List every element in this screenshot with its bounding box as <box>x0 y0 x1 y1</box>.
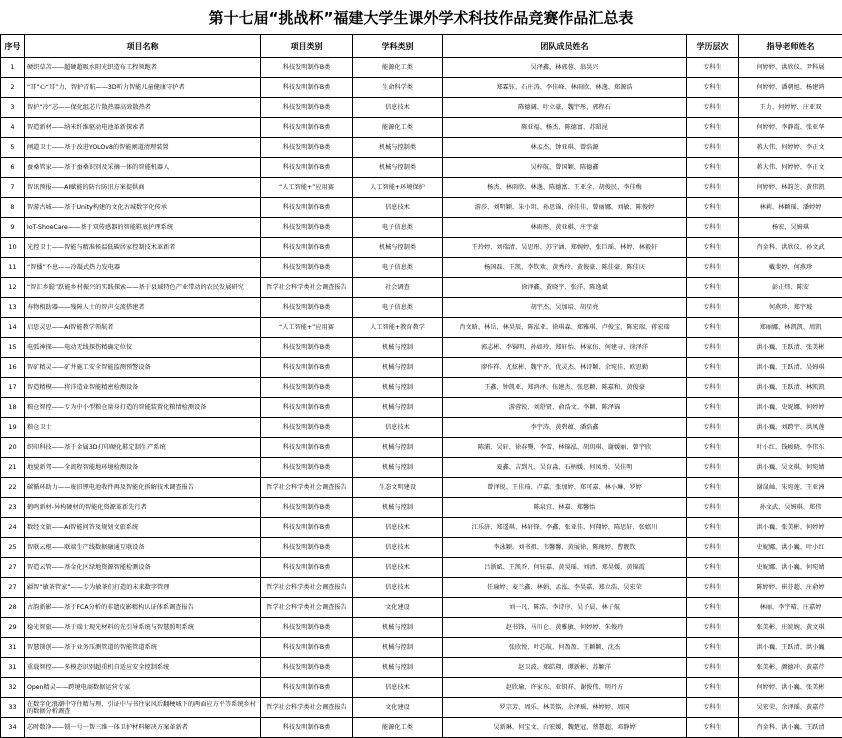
cell-project-name: 智矿精灵——矿井施工安全智能监测预警设备 <box>25 358 261 378</box>
cell-subject-category: 信息技术 <box>353 518 443 538</box>
cell-advisors: 蒋大伟、何婷婷、李正文 <box>739 138 842 158</box>
cell-index: 4 <box>1 118 25 138</box>
column-header-index: 序号 <box>1 35 25 58</box>
table-row <box>1 98 842 118</box>
cell-index: 17 <box>1 378 25 398</box>
cell-project-name: 光控卫士——智能与精准候温低碳居家控制技术革新者 <box>25 238 261 258</box>
table-row <box>1 598 842 618</box>
cell-project-category: 科技发明制作B类 <box>261 358 353 378</box>
table-row <box>1 538 842 558</box>
cell-team-members: 李宇涛、黄碧蕴、潘浩鑫 <box>443 418 687 438</box>
cell-index: 22 <box>1 478 25 498</box>
cell-subject-category: 机械与控制 <box>353 638 443 658</box>
cell-project-category: 科技发明制作B类 <box>261 238 353 258</box>
cell-project-category: 科技发明制作B类 <box>261 418 353 438</box>
cell-team-members: 陈浦、吴轩、徐春龑、李雪、林锦泓、胡玥琪、谢媛丽、曾宇欣 <box>443 438 687 458</box>
column-header-education-level: 学历层次 <box>687 35 739 58</box>
table-row <box>1 138 842 158</box>
cell-team-members: 廖作祥、尤炫彬、魏宇乔、优灵杰、林诗颖、余宛佳、欧思勤 <box>443 358 687 378</box>
cell-education-level: 专科生 <box>687 158 739 178</box>
cell-index: 9 <box>1 218 25 238</box>
table-row <box>1 338 842 358</box>
cell-team-members: 吴新琳、何宝文、白宏媛、魏楚冠、蔡慧超、邓静婷 <box>443 718 687 738</box>
cell-team-members: 陈泉宜、林嘉、郑馨怡 <box>443 498 687 518</box>
cell-team-members: 肖文晗、林岳、林昊辰、陈泓亚、徐琪森、郑雅琪、卢俊宝、陈宏瑞、蒋宏瑞 <box>443 318 687 338</box>
cell-project-category: 哲学社会科学类社会调查报告 <box>261 478 353 498</box>
cell-subject-category: 机械与控制类 <box>353 238 443 258</box>
table-row <box>1 198 842 218</box>
cell-education-level: 专科生 <box>687 338 739 358</box>
cell-education-level: 专科生 <box>687 718 739 738</box>
cell-project-category: 科技发明制作B类 <box>261 538 353 558</box>
cell-subject-category: 文化建设 <box>353 698 443 718</box>
cell-project-name: 硬织草苫——超硬超吸水阳光织造布工程领跑者 <box>25 58 261 78</box>
column-header-project-category: 项目类别 <box>261 35 353 58</box>
cell-subject-category: 电子信息类 <box>353 218 443 238</box>
table-row <box>1 278 842 298</box>
cell-index: 18 <box>1 398 25 418</box>
cell-index: 28 <box>1 598 25 618</box>
cell-index: 3 <box>1 98 25 118</box>
cell-education-level: 专科生 <box>687 198 739 218</box>
cell-subject-category: 机械与控制 <box>353 458 443 478</box>
cell-project-name: 芯时数净——锁一号一帮三维一体卫护材料解决方案革新者 <box>25 718 261 738</box>
cell-index: 8 <box>1 198 25 218</box>
cell-project-category: 科技发明制作B类 <box>261 498 353 518</box>
cell-project-name: 在数字化浪潮中守住精与理，引证中与书往家风后翻梗城下的两面应方平等系统乡村的数据分析调查 <box>25 698 261 718</box>
cell-subject-category: 信息技术 <box>353 678 443 698</box>
cell-project-category: “人工智能+”应用赛 <box>261 178 353 198</box>
cell-project-name: 智造云管——基金化区绿地资源智能检测设备 <box>25 558 261 578</box>
cell-team-members: 赵卫波、郑皓翔、谭新彬、苏颖洋 <box>443 658 687 678</box>
cell-advisors: 吴宏荣、余泽瑶、黄嘉芹 <box>739 698 842 718</box>
cell-education-level: 专科生 <box>687 618 739 638</box>
cell-education-level: 专科生 <box>687 118 739 138</box>
cell-project-name: 启思灵思——AI智能教学领航者 <box>25 318 261 338</box>
cell-index: 5 <box>1 138 25 158</box>
cell-team-members: 李泳颖、刘书祖、韦馨馨、黄展徐、陈琬婷、曹靓钦 <box>443 538 687 558</box>
cell-index: 15 <box>1 338 25 358</box>
table-row <box>1 618 842 638</box>
cell-education-level: 专科生 <box>687 298 739 318</box>
cell-advisors: 洪小巍、王跃清、吴姆琪 <box>739 358 842 378</box>
cell-team-members: 游莎、刘明颖、朱小玥、孙思锦、徐佳佳、曾丽娜、刘敏、陈俊婷 <box>443 198 687 218</box>
cell-team-members: 夏鑫、吉到凡、吴育淼、石柄媛、何凤勇、吴佳明 <box>443 458 687 478</box>
cell-advisors: 张美彬、庄皖婉、黄文琪 <box>739 618 842 638</box>
table-row <box>1 478 842 498</box>
cell-advisors: 洪小巍、王跃清、洪小巍 <box>739 638 842 658</box>
table-row <box>1 118 842 138</box>
cell-education-level: 专科生 <box>687 438 739 458</box>
cell-advisors: 王力、何婷婷、庄亚双 <box>739 98 842 118</box>
page-title: 第十七届“挑战杯”福建大学生课外学术科技作品竞赛作品汇总表 <box>0 4 842 32</box>
cell-project-category: 哲学社会科学类社会调查报告 <box>261 698 353 718</box>
cell-project-category: 科技发明制作B类 <box>261 258 353 278</box>
cell-education-level: 专科生 <box>687 398 739 418</box>
cell-project-category: 哲学社会科学类社会调查报告 <box>261 578 353 598</box>
cell-team-members: 赵欣瑜、许家东、亚钥祥、谢俊伟、明丹方 <box>443 678 687 698</box>
table-row <box>1 718 842 738</box>
cell-team-members: 郭志彬、李锦明、孙如玲、郑轩怡、林家伍、何建寻、徐泽洋 <box>443 338 687 358</box>
cell-team-members: 任瑜婷、麦兰鑫、林娟、孟泓、李昊嘉、郑立浩、吴宏荣 <box>443 578 687 598</box>
cell-education-level: 专科生 <box>687 238 739 258</box>
table-row <box>1 578 842 598</box>
table-row <box>1 658 842 678</box>
cell-advisors: 彭正炜、陈安 <box>739 278 842 298</box>
cell-index: 16 <box>1 358 25 378</box>
cell-education-level: 专科生 <box>687 58 739 78</box>
cell-education-level: 专科生 <box>687 418 739 438</box>
cell-index: 12 <box>1 278 25 298</box>
cell-project-name: “智汇乡聪”跃能乡村振兴的实践探索——基于县域特色产业带动的农民发展研究 <box>25 278 261 298</box>
table-row <box>1 498 842 518</box>
cell-index: 1 <box>1 58 25 78</box>
cell-education-level: 专科生 <box>687 478 739 498</box>
cell-education-level: 专科生 <box>687 78 739 98</box>
cell-advisors: 何婷婷、洪小巍、张美彬 <box>739 678 842 698</box>
cell-education-level: 专科生 <box>687 658 739 678</box>
cell-project-category: 科技发明制作B类 <box>261 338 353 358</box>
cell-subject-category: 机械与控制 <box>353 438 443 458</box>
cell-project-name: 智讯预报——AI赋能的防台防汛方案提供商 <box>25 178 261 198</box>
cell-project-name: 闸道卫士——基于改进YOLOv8的智能闸道清理装置 <box>25 138 261 158</box>
cell-project-name: 智护“冷”芯——保化组芯片散热器高效散热者 <box>25 98 261 118</box>
cell-advisors: 郑丽娜、林凯凯、周凯 <box>739 318 842 338</box>
cell-advisors: 何婷婷、洪欣仪、尹科展 <box>739 58 842 78</box>
cell-project-name: 智造新材——纳米纤维驱动电池革新探索者 <box>25 118 261 138</box>
cell-advisors: 何婷婷、李静霞、张亚华 <box>739 118 842 138</box>
cell-project-name: 重载智控——多模态识别超重机自适应安全控制系统 <box>25 658 261 678</box>
table-row <box>1 58 842 78</box>
cell-team-members: 赵书锋、马川仑、黄雅敏、何婷婷、朱俊玲 <box>443 618 687 638</box>
cell-team-members: 王玲婷、刘瑞清、吴思彤、苏宁涵、郑婉婷、张巨瑶、林婷、林毅轩 <box>443 238 687 258</box>
cell-team-members: 张欣悦、叶芯航、何盈盈、王颖颖、沈杰 <box>443 638 687 658</box>
cell-education-level: 专科生 <box>687 178 739 198</box>
cell-index: 33 <box>1 698 25 718</box>
cell-advisors: 林莉、林颖瑶、潘婷婷 <box>739 198 842 218</box>
table-row <box>1 418 842 438</box>
cell-education-level: 专科生 <box>687 378 739 398</box>
cell-project-name: IoT-ShoeCare——基于双传感器的智能鞋底护理系统 <box>25 218 261 238</box>
cell-subject-category: 社会调查 <box>353 278 443 298</box>
cell-team-members: 江乐济、郑遥琪、林轩锋、李鑫、张亚佳、何翔婷、陈思轩、张嬉川 <box>443 518 687 538</box>
column-header-advisors: 指导老师姓名 <box>739 35 842 58</box>
cell-advisors: 蒋大伟、何婷婷、李正文 <box>739 158 842 178</box>
cell-advisors: 陈婷婷、崔芬超、庄俞婷 <box>739 578 842 598</box>
cell-advisors: 史妮娜、洪小巍、叶小红 <box>739 538 842 558</box>
cell-subject-category: 信息技术 <box>353 198 443 218</box>
cell-team-members: 林雨彤、黄亚棋、庄宇豪 <box>443 218 687 238</box>
cell-project-name: 鹤鸣新材-异构硬材的智能化资源革新先行者 <box>25 498 261 518</box>
cell-project-category: 科技发明制作B类 <box>261 58 353 78</box>
table-row <box>1 158 842 178</box>
cell-index: 29 <box>1 618 25 638</box>
table-row <box>1 678 842 698</box>
cell-project-name: “耳”心“耳”力，智护青航——3D听力智能儿童健康守护者 <box>25 78 261 98</box>
table-row <box>1 438 842 458</box>
cell-team-members: 胡宇杰、吴加培、胡星亮 <box>443 298 687 318</box>
cell-team-members: 杨杰、林雨欣、林逸、陈德富、王亚全、胡俊民、李佳梅 <box>443 178 687 198</box>
cell-subject-category: 人工智能+教育教学 <box>353 318 443 338</box>
cell-team-members: 王鑫、钟凯亚、郑鸿泽、伍建杰、张思颖、陈嘉和、黄俊豪 <box>443 378 687 398</box>
cell-project-name: 粮仓智控——专为中小型粮仓量身打造的智能装置化粮情检测设备 <box>25 398 261 418</box>
cell-project-name: Open精灵——跨境电商数据运营专家 <box>25 678 261 698</box>
cell-team-members: 杨国磊、王凯、李钦欢、黄秀玲、黄俊豪、陈佳豪、陈佳庆 <box>443 258 687 278</box>
cell-index: 2 <box>1 78 25 98</box>
cell-index: 32 <box>1 678 25 698</box>
cell-advisors: 叶小红、钱峻晓、李伟东 <box>739 438 842 458</box>
cell-project-category: 科技发明制作B类 <box>261 718 353 738</box>
cell-project-category: 科技发明制作B类 <box>261 618 353 638</box>
cell-project-name: 粮仓卫士 <box>25 418 261 438</box>
cell-advisors: 杨宏、吴姆琪 <box>739 218 842 238</box>
table-row <box>1 458 842 478</box>
works-summary-table <box>0 34 842 738</box>
cell-team-members: 吴梓航、曾国颖、陈德鑫 <box>443 158 687 178</box>
cell-project-name: 地貌新驾——全流程智能地环境检测设备 <box>25 458 261 478</box>
cell-subject-category: 能源化工类 <box>353 58 443 78</box>
cell-subject-category: 生命科学类 <box>353 78 443 98</box>
cell-subject-category: 机械与控制 <box>353 338 443 358</box>
table-row <box>1 558 842 578</box>
table-row <box>1 358 842 378</box>
cell-advisors: 何婷婷、林韵芝、黄伟凯 <box>739 178 842 198</box>
cell-team-members: 游蓉锐、刘舒贤、俞浩文、李颖、陈泽锦 <box>443 398 687 418</box>
cell-index: 25 <box>1 538 25 558</box>
table-header-row <box>1 35 842 58</box>
cell-index: 34 <box>1 718 25 738</box>
table-row <box>1 638 842 658</box>
cell-team-members: 曾泽锐、王佳琦、卢嘉、张加婷、郑可嘉、林小琳、罗婷 <box>443 478 687 498</box>
cell-education-level: 专科生 <box>687 258 739 278</box>
column-header-team-members: 团队成员姓名 <box>443 35 687 58</box>
cell-education-level: 专科生 <box>687 638 739 658</box>
cell-advisors: 洪小巍、张美彬、何婷婷 <box>739 518 842 538</box>
cell-project-name: 数经文旅——AI智能问答及规划文旅系统 <box>25 518 261 538</box>
cell-subject-category: 机械与控制 <box>353 618 443 638</box>
cell-subject-category: 人工智能+环境保护 <box>353 178 443 198</box>
cell-index: 27 <box>1 558 25 578</box>
table-row <box>1 178 842 198</box>
cell-education-level: 专科生 <box>687 578 739 598</box>
cell-project-category: 科技发明制作B类 <box>261 398 353 418</box>
cell-subject-category: 信息技术 <box>353 538 443 558</box>
cell-education-level: 专科生 <box>687 558 739 578</box>
cell-index: 10 <box>1 238 25 258</box>
cell-project-name: 疆智“敏茶管家”——专为敏茶们打造的未来数字管理 <box>25 578 261 598</box>
cell-subject-category: 能源化工类 <box>353 118 443 138</box>
cell-project-category: 哲学社会科学类社会调查报告 <box>261 278 353 298</box>
table-row <box>1 78 842 98</box>
cell-advisors: 戴斐婷、何燕珍 <box>739 258 842 278</box>
table-row <box>1 258 842 278</box>
cell-index: 19 <box>1 418 25 438</box>
cell-project-name: 电弧神探——电动无线探伤精确定位仪 <box>25 338 261 358</box>
cell-project-name: 智联云枢——联端生产线数据融通互联设备 <box>25 538 261 558</box>
cell-project-category: 科技发明制作B类 <box>261 158 353 178</box>
cell-subject-category: 机械与控制 <box>353 398 443 418</box>
cell-index: 14 <box>1 318 25 338</box>
cell-project-category: 科技发明制作B类 <box>261 458 353 478</box>
cell-project-category: 科技发明制作B类 <box>261 378 353 398</box>
cell-team-members: 陈亚福、杨杰、陈德富、苏昭昆 <box>443 118 687 138</box>
cell-subject-category: 机械与控制类 <box>353 138 443 158</box>
column-header-subject-category: 学科类别 <box>353 35 443 58</box>
cell-subject-category: 电子信息类 <box>353 258 443 278</box>
cell-subject-category: 文化建设 <box>353 598 443 618</box>
cell-education-level: 专科生 <box>687 678 739 698</box>
cell-education-level: 专科生 <box>687 318 739 338</box>
cell-project-name: 寿物相助器——残障人士的智声交流搭建者 <box>25 298 261 318</box>
cell-subject-category: 信息技术 <box>353 558 443 578</box>
table-row <box>1 238 842 258</box>
cell-project-category: 科技发明制作B类 <box>261 98 353 118</box>
cell-team-members: 吕浙斌、王凯乔、何钰嘉、黄昊瑶、刘清、郑昊媛、黄锦霞 <box>443 558 687 578</box>
cell-project-category: 科技发明制作B类 <box>261 198 353 218</box>
cell-index: 23 <box>1 498 25 518</box>
cell-subject-category: 信息技术 <box>353 98 443 118</box>
cell-index: 31 <box>1 638 25 658</box>
cell-advisors: 洪小巍、吴文琪、何宛婧 <box>739 458 842 478</box>
cell-advisors: 肖金科、洪小巍、王跃清 <box>739 718 842 738</box>
cell-project-category: 科技发明制作B类 <box>261 558 353 578</box>
cell-team-members: 罗宗芳、周乐、林美铭、余泽瑶、林婷婷、周国 <box>443 698 687 718</box>
cell-index: 27 <box>1 578 25 598</box>
cell-project-name: “智播”不息——冷凝式热力发电器 <box>25 258 261 278</box>
cell-subject-category: 机械与控制 <box>353 378 443 398</box>
cell-team-members: 林孟杰、钟亚琪、曾浩源 <box>443 138 687 158</box>
cell-project-name: 织印科技——基于金属3D打印硬化鞋定制生产系统 <box>25 438 261 458</box>
cell-education-level: 专科生 <box>687 278 739 298</box>
cell-index: 20 <box>1 438 25 458</box>
cell-advisors: 孙文武、吴姆琪、郑伟 <box>739 498 842 518</box>
cell-advisors: 洪小巍、刘跨宇、洪凤莲 <box>739 418 842 438</box>
cell-project-category: 科技发明制作B类 <box>261 678 353 698</box>
cell-project-category: 科技发明制作B类 <box>261 218 353 238</box>
cell-education-level: 专科生 <box>687 518 739 538</box>
cell-team-members: 郑霖钰、石庄涛、李佳峰、林雨欣、林逸、郑源浩 <box>443 78 687 98</box>
cell-subject-category: 信息技术 <box>353 418 443 438</box>
cell-advisors: 洪小巍、史妮娜、何婷婷 <box>739 398 842 418</box>
cell-project-name: 智游古城——基于Unity构建的文化古城数字化传承 <box>25 198 261 218</box>
cell-education-level: 专科生 <box>687 218 739 238</box>
table-row <box>1 398 842 418</box>
cell-subject-category: 机械与控制 <box>353 498 443 518</box>
cell-subject-category: 机械与控制类 <box>353 158 443 178</box>
cell-advisors: 张美彬、颜德冲、黄嘉芹 <box>739 658 842 678</box>
cell-project-category: 科技发明制作B类 <box>261 638 353 658</box>
cell-project-name: 碳循环助力——废旧锂电池收件再及智能化拆解技术调查报告 <box>25 478 261 498</box>
cell-advisors: 洪小巍、王跃清、张美彬 <box>739 338 842 358</box>
cell-subject-category: 生态文明建设 <box>353 478 443 498</box>
cell-team-members: 徐泽鑫、黄晓宇、张洋、陈逸斌 <box>443 278 687 298</box>
cell-index: 7 <box>1 178 25 198</box>
cell-team-members: 陈德阔、叶立豪、魏宇彤、郭程石 <box>443 98 687 118</box>
cell-advisors: 谢晟屾、朱宛莲、王亚洲 <box>739 478 842 498</box>
cell-advisors: 林丽、李宇晴、庄嘉婷 <box>739 598 842 618</box>
cell-education-level: 专科生 <box>687 458 739 478</box>
cell-project-name: 蚕桑管家——基于蚕桑识别及采摘一体的智能机器人 <box>25 158 261 178</box>
cell-advisors: 洪小巍、王跃清、林凯凯 <box>739 378 842 398</box>
cell-education-level: 专科生 <box>687 698 739 718</box>
cell-education-level: 专科生 <box>687 538 739 558</box>
cell-project-name: 稳光智旅——基于瑞士现光材料的光引导系统与智慧照明系统 <box>25 618 261 638</box>
cell-subject-category: 电子信息类 <box>353 298 443 318</box>
cell-index: 21 <box>1 458 25 478</box>
table-row <box>1 218 842 238</box>
cell-index: 6 <box>1 158 25 178</box>
table-row <box>1 298 842 318</box>
cell-education-level: 专科生 <box>687 98 739 118</box>
table-row <box>1 318 842 338</box>
cell-project-category: 科技发明制作B类 <box>261 658 353 678</box>
cell-advisors: 何燕珍、郑宇坡 <box>739 298 842 318</box>
cell-subject-category: 能源化工类 <box>353 718 443 738</box>
cell-subject-category: 信息技术 <box>353 578 443 598</box>
cell-team-members: 刘一凡、陈浩、李诗序、吴子晨、林子航 <box>443 598 687 618</box>
cell-education-level: 专科生 <box>687 598 739 618</box>
cell-index: 13 <box>1 298 25 318</box>
cell-project-category: 科技发明制作B类 <box>261 518 353 538</box>
cell-project-category: “人工智能+”应用赛 <box>261 318 353 338</box>
cell-index: 31 <box>1 658 25 678</box>
cell-project-category: 科技发明制作B类 <box>261 78 353 98</box>
cell-project-category: 科技发明制作B类 <box>261 138 353 158</box>
cell-subject-category: 机械与控制 <box>353 658 443 678</box>
cell-project-name: 智造精模——将洋造业智能精密检测设备 <box>25 378 261 398</box>
cell-education-level: 专科生 <box>687 138 739 158</box>
cell-education-level: 专科生 <box>687 498 739 518</box>
column-header-project-name: 项目名称 <box>25 35 261 58</box>
cell-project-category: 哲学社会科学类社会调查报告 <box>261 598 353 618</box>
cell-advisors: 何婷婷、潘朝旭、杨建鸿 <box>739 78 842 98</box>
cell-project-category: 科技发明制作B类 <box>261 298 353 318</box>
cell-project-category: 科技发明制作B类 <box>261 118 353 138</box>
cell-project-name: 古韵新影——基于FCA分析的非遗皮影精构认证体系调查报告 <box>25 598 261 618</box>
table-row <box>1 518 842 538</box>
cell-team-members: 吴泽鑫、林郭蓉、翁昊兴 <box>443 58 687 78</box>
cell-subject-category: 机械与控制 <box>353 358 443 378</box>
cell-project-name: 智慧锁创——基于业务压测管道的智能管道系统 <box>25 638 261 658</box>
cell-project-category: 科技发明制作B类 <box>261 438 353 458</box>
cell-index: 24 <box>1 518 25 538</box>
cell-advisors: 肖金科、洪欣仪、孙文武 <box>739 238 842 258</box>
cell-advisors: 史妮娜、洪小巍、何宛婧 <box>739 558 842 578</box>
cell-index: 11 <box>1 258 25 278</box>
cell-education-level: 专科生 <box>687 358 739 378</box>
table-row <box>1 378 842 398</box>
